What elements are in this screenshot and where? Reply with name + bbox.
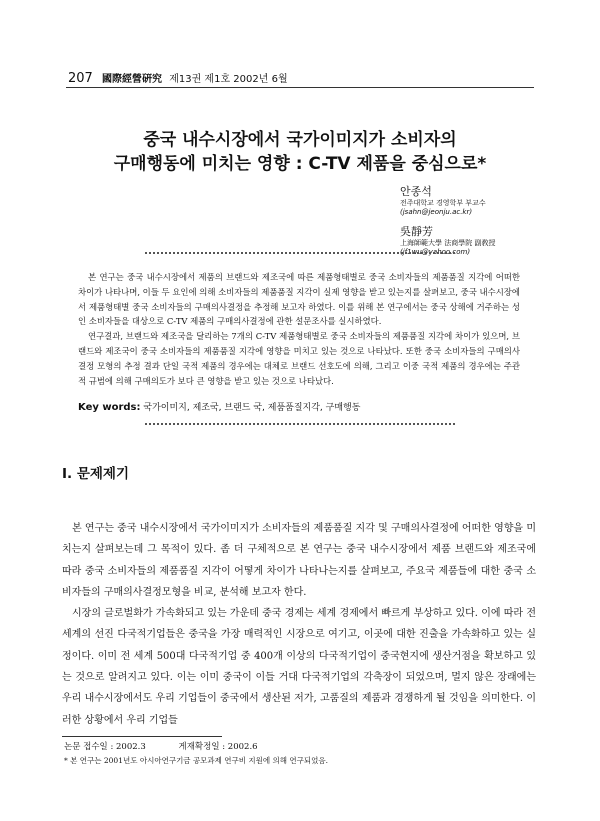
submission-date: 논문 접수일 : 2002.3 xyxy=(64,742,146,752)
author-email: (jsahn@jeonju.ac.kr) xyxy=(400,208,473,216)
abstract xyxy=(78,270,520,388)
funding-note: * 본 연구는 2001년도 아시아연구기금 공모과제 연구비 지원에 의해 연구되었음. xyxy=(64,756,329,765)
keywords-label: Key words: xyxy=(78,402,141,413)
author-block xyxy=(400,183,495,257)
abstract-paragraph: 연구결과, 브랜드와 제조국을 달리하는 7개의 C-TV 제품형태별로 중국 소비자들의 제품품질 지각에 차이가 있으며, 브랜드와 제조국이 중국 소비자들의 제품품질 지각에 영향을 미치고 있는 것으로 나타났다. 또한 중국 소비자들의 구매의사결정 모형의 추정 결과 단일 국적 제품의 경우에는 대체로 브랜드 선호도에 의해, 그리고 이중 국적 제품의 경우에는 주관적 규범에 의해 구매의도가 보다 큰 영향을 받고 있는 것으로 나타났다. xyxy=(78,331,520,386)
footnote-rule xyxy=(62,736,222,737)
body-text xyxy=(62,518,536,731)
body-paragraph: 본 연구는 중국 내수시장에서 국가이미지가 소비자들의 제품품질 지각 및 구매의사결정에 어떠한 영향을 미치는지 살펴보는데 그 목적이 있다. 좀 더 구체적으로 본 연구는 중국 내수시장에서 제품 브랜드와 제조국에 따라 중국 소비자들의 제품품질 지각이 어떻게 차이가 나타나는지를 살펴보고, 주요국 제품들에 대한 중국 소비자들의 구매의사결정모형을 비교, 분석해 보고자 한다. xyxy=(62,523,536,598)
keywords-text: 국가이미지, 제조국, 브랜드 국, 제품품질지각, 구매행동 xyxy=(143,403,361,413)
dotted-divider-top xyxy=(145,252,455,254)
author-1 xyxy=(400,183,495,217)
page-number: 207 xyxy=(68,71,93,86)
footnote xyxy=(64,741,328,767)
header-rule xyxy=(66,87,534,88)
issue-info: 제13권 제1호 2002년 6월 xyxy=(169,74,288,85)
section-heading: Ⅰ. 문제제기 xyxy=(62,466,130,482)
journal-name: 國際經營硏究 xyxy=(102,74,163,85)
author-name: 안종석 xyxy=(400,185,432,198)
running-header xyxy=(68,70,288,86)
dotted-divider-bottom xyxy=(145,423,455,425)
author-name: 吳靜芳 xyxy=(400,225,433,238)
author-email: (jf1wu@yahoo.com) xyxy=(400,248,471,256)
author-affiliation: 전주대학교 경영학부 부교수 xyxy=(400,199,486,207)
author-affiliation: 上海師範大學 法商學院 副敎授 xyxy=(400,239,496,247)
abstract-paragraph: 본 연구는 중국 내수시장에서 제품의 브랜드와 제조국에 따른 제품형태별로 중국 소비자들의 제품품질 지각에 어떠한 차이가 나타나며, 이들 두 요인에 의해 소비자들의 제품품질 지각이 실제 영향을 받고 있는지를 살펴보고, 중국 내수시장에서 제품형태별 중국 소비자들의 구매의사결정을 추정해 보고자 하였다. 이를 위해 본 연구에서는 중국 상해에 거주하는 성인 소비자들을 대상으로 C-TV 제품의 구매의사결정에 관한 설문조사를 실시하였다. xyxy=(78,272,520,327)
acceptance-date: 게재확정일 : 2002.6 xyxy=(178,742,258,752)
body-paragraph: 시장의 글로벌화가 가속화되고 있는 가운데 중국 경제는 세계 경제에서 빠르게 부상하고 있다. 이에 따라 전 세계의 선진 다국적기업들은 중국을 가장 매력적인 시장으로 여기고, 이곳에 대한 진출을 가속화하고 있는 실정이다. 이미 전 세계 500대 다국적기업 중 400개 이상의 다국적기업이 중국현지에 생산거점을 확보하고 있는 것으로 알려지고 있다. 이는 이미 중국이 이들 거대 다국적기업의 각축장이 되었으며, 멀지 않은 장래에는 우리 내수시장에서도 우리 기업들이 중국에서 생산된 저가, 고품질의 제품과 경쟁하게 될 것임을 의미한다. 이러한 상황에서 우리 기업들 xyxy=(62,608,536,726)
keywords xyxy=(78,400,360,413)
paper-title-line-1: 중국 내수시장에서 국가이미지가 소비자의 xyxy=(143,130,457,150)
paper-title-line-2: 구매행동에 미치는 영향 : C-TV 제품을 중심으로* xyxy=(113,154,487,174)
